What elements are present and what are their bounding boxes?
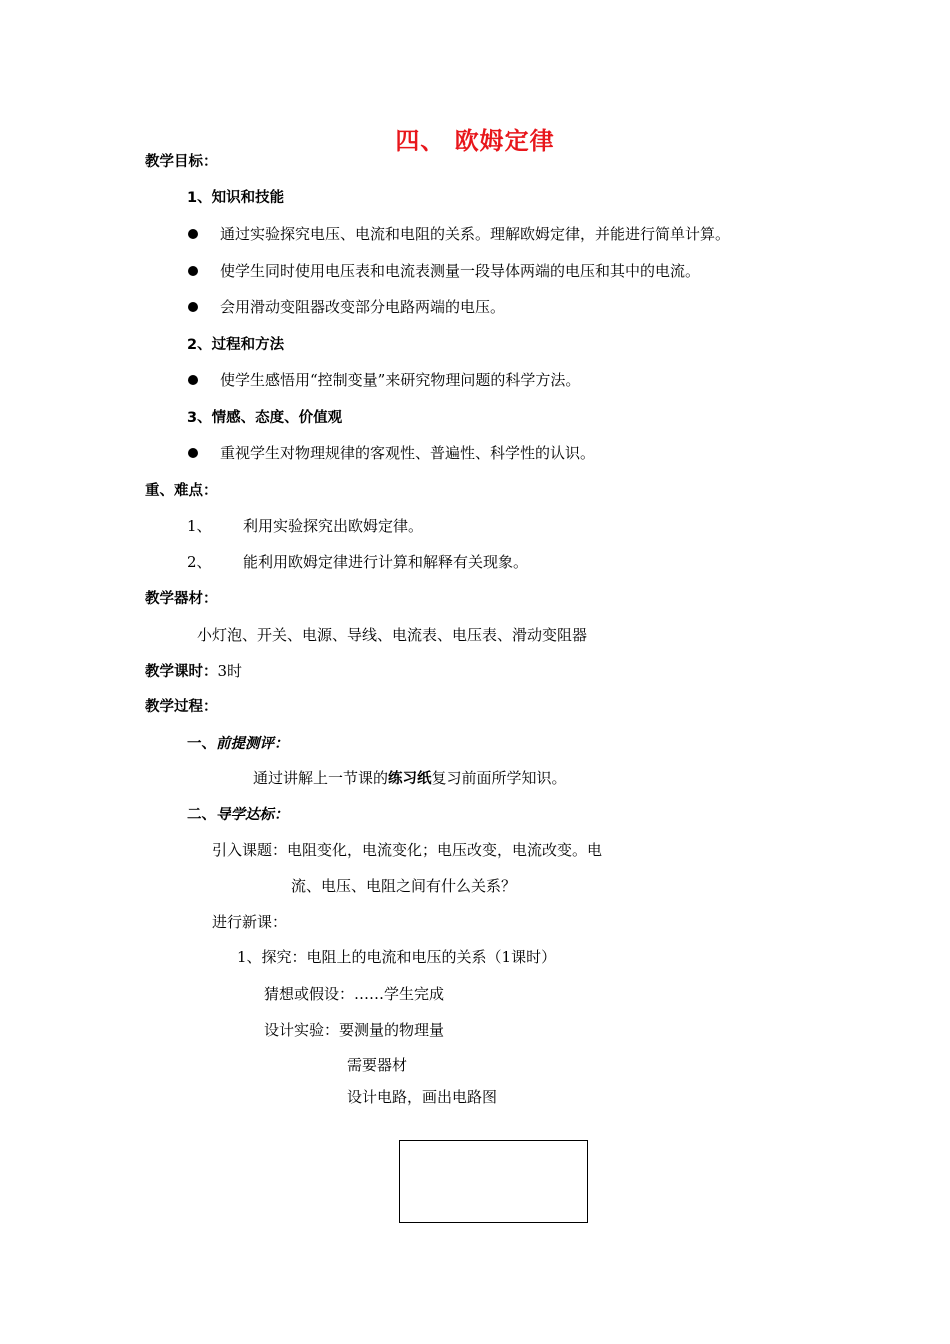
part2-title: 导学达标：	[216, 807, 289, 823]
key-point-text: 能利用欧姆定律进行计算和解释有关现象。	[243, 553, 529, 571]
part1-number: 一、	[187, 736, 216, 752]
objective-item: 会用滑动变阻器改变部分电路两端的电压。	[220, 298, 506, 316]
circuit-line: 设计电路，画出电路图	[347, 1088, 498, 1106]
objective-item: 重视学生对物理规律的客观性、普遍性、科学性的认识。	[220, 444, 596, 462]
part2-heading	[187, 804, 289, 825]
objective-item: 使学生感悟用“控制变量”来研究物理问题的科学方法。	[220, 371, 581, 389]
hours-line	[145, 661, 242, 682]
part1-text-pre: 通过讲解上一节课的	[253, 769, 389, 787]
part1-text-post: 复习前面所学知识。	[431, 769, 567, 787]
key-point-number: 1、	[187, 517, 212, 535]
guess-line: 猜想或假设：……学生完成	[264, 985, 445, 1003]
hours-heading: 教学课时：	[145, 664, 218, 680]
part2-number: 二、	[187, 807, 216, 823]
objective-item: 使学生同时使用电压表和电流表测量一段导体两端的电压和其中的电流。	[220, 262, 701, 280]
explore-line: 1、探究：电阻上的电流和电压的关系（1课时）	[237, 948, 557, 966]
part1-title: 前提测评：	[216, 736, 289, 752]
page-title: 四、 欧姆定律	[395, 127, 555, 155]
design-line: 设计实验：要测量的物理量	[264, 1021, 445, 1039]
need-equipment-line: 需要器材	[347, 1056, 408, 1074]
key-point-text: 利用实验探究出欧姆定律。	[243, 517, 424, 535]
section-knowledge-skills: 1、知识和技能	[187, 190, 285, 206]
bullet-icon	[188, 302, 198, 312]
equipment-text: 小灯泡、开关、电源、导线、电流表、电压表、滑动变阻器	[197, 626, 588, 644]
objectives-heading: 教学目标：	[145, 154, 218, 170]
intro-line-2: 流、电压、电阻之间有什么关系？	[291, 877, 517, 895]
bullet-icon	[188, 266, 198, 276]
circuit-diagram-box	[399, 1140, 588, 1223]
bullet-icon	[188, 229, 198, 239]
process-heading: 教学过程：	[145, 699, 218, 715]
bullet-icon	[188, 448, 198, 458]
objective-item: 通过实验探究电压、电流和电阻的关系。理解欧姆定律，并能进行简单计算。	[220, 225, 731, 243]
new-lesson: 进行新课：	[212, 913, 288, 931]
part1-text	[253, 768, 567, 789]
equipment-heading: 教学器材：	[145, 591, 218, 607]
intro-line-1: 引入课题：电阻变化，电流变化；电压改变，电流改变。电	[212, 841, 603, 859]
bullet-icon	[188, 375, 198, 385]
part1-text-bold: 练习纸	[388, 771, 432, 787]
key-points-heading: 重、难点：	[145, 483, 218, 499]
section-attitude-values: 3、情感、态度、价值观	[187, 410, 343, 426]
key-point-number: 2、	[187, 553, 212, 571]
section-process-method: 2、过程和方法	[187, 337, 285, 353]
part1-heading	[187, 733, 289, 754]
hours-value: 3时	[217, 662, 243, 680]
